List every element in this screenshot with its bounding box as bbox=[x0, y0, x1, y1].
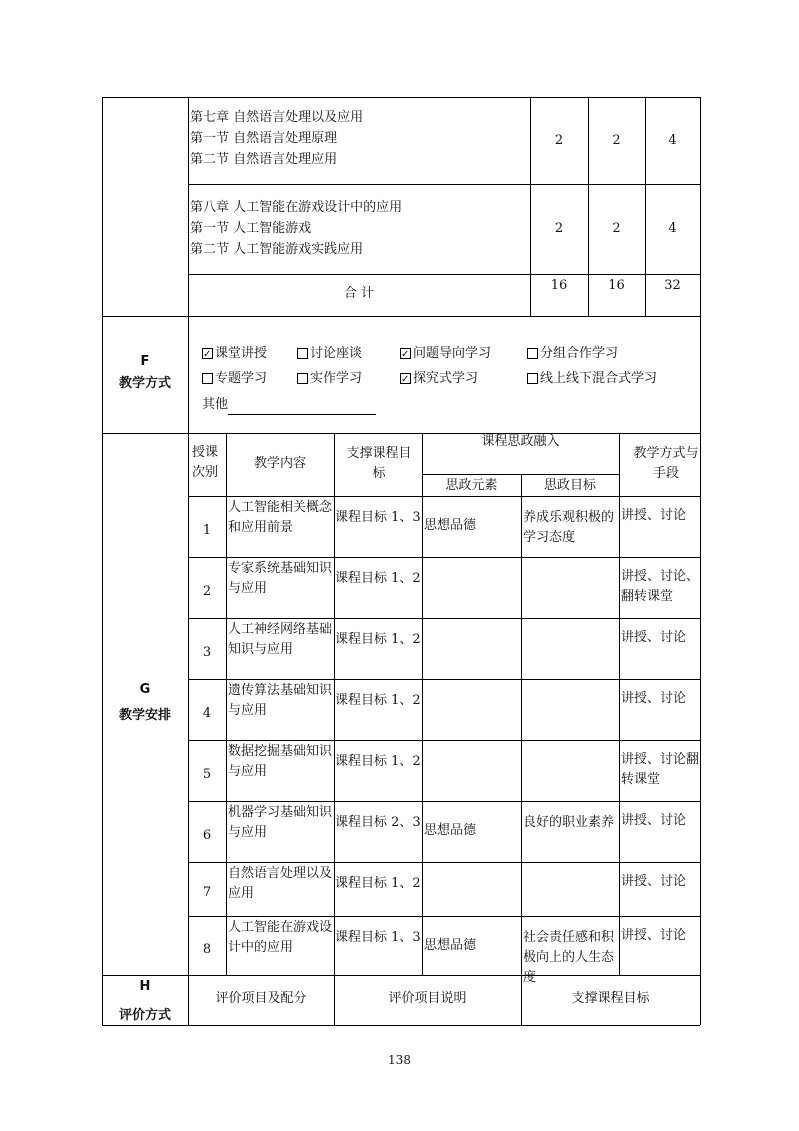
section-g-title: 教学安排 bbox=[118, 708, 171, 723]
header-session: 授课次别 bbox=[192, 445, 219, 480]
table-top-border bbox=[102, 97, 700, 98]
row-border bbox=[188, 862, 700, 863]
row-border bbox=[188, 496, 700, 497]
row-border bbox=[102, 316, 700, 317]
chapter-line: 第一节 人工智能游戏 bbox=[190, 221, 312, 236]
teaching-method-option[interactable] bbox=[400, 369, 478, 389]
hours-practice: 2 bbox=[612, 133, 621, 148]
session-goal: 课程目标 1、3 bbox=[335, 930, 421, 945]
session-number: 2 bbox=[202, 583, 212, 599]
row-border bbox=[102, 1025, 700, 1026]
header-ideo-goal: 思政目标 bbox=[543, 478, 596, 493]
total-lecture: 16 bbox=[550, 278, 568, 293]
checkbox-icon[interactable] bbox=[297, 348, 308, 359]
session-ideo-goal: 社会责任感和积极向上的人生态度 bbox=[523, 930, 615, 985]
option-label: 探究式学习 bbox=[413, 371, 479, 386]
section-f-title: 教学方式 bbox=[118, 376, 171, 391]
session-content: 专家系统基础知识与应用 bbox=[228, 561, 333, 596]
chapter-line: 第七章 自然语言处理以及应用 bbox=[190, 110, 364, 125]
total-practice: 16 bbox=[608, 278, 625, 293]
session-goal: 课程目标 1、2 bbox=[335, 876, 421, 891]
session-content: 数据挖掘基础知识与应用 bbox=[228, 744, 333, 779]
row-border bbox=[188, 801, 700, 802]
column-border bbox=[521, 474, 522, 975]
section-h-letter: H bbox=[139, 979, 151, 994]
column-border bbox=[422, 433, 423, 975]
chapter-line: 第二节 人工智能游戏实践应用 bbox=[190, 242, 364, 257]
teaching-method-option[interactable] bbox=[297, 369, 362, 389]
session-number: 4 bbox=[202, 705, 212, 721]
teaching-method-option[interactable] bbox=[527, 344, 618, 364]
session-content: 遗传算法基础知识与应用 bbox=[228, 683, 333, 718]
section-g-letter: G bbox=[139, 682, 151, 697]
session-number: 6 bbox=[202, 827, 212, 843]
session-number: 1 bbox=[202, 522, 212, 538]
teaching-method-option[interactable] bbox=[400, 344, 491, 364]
session-element: 思想品德 bbox=[424, 518, 477, 533]
session-method: 讲授、讨论、翻转课堂 bbox=[621, 569, 700, 604]
checkbox-icon[interactable] bbox=[527, 373, 538, 384]
row-border bbox=[188, 740, 700, 741]
chapter-line: 第一节 自然语言处理原理 bbox=[190, 131, 338, 146]
chapter-line: 第二节 自然语言处理应用 bbox=[190, 152, 338, 167]
hours-lecture: 2 bbox=[554, 133, 564, 148]
option-label: 分组合作学习 bbox=[540, 346, 619, 361]
checkbox-icon[interactable] bbox=[202, 348, 213, 359]
option-label: 课堂讲授 bbox=[215, 346, 268, 361]
session-method: 讲授、讨论翻转课堂 bbox=[621, 752, 700, 787]
session-content: 人工智能在游戏设计中的应用 bbox=[228, 920, 333, 955]
option-label: 专题学习 bbox=[215, 371, 268, 386]
chapter-line: 第八章 人工智能在游戏设计中的应用 bbox=[190, 200, 403, 215]
checkbox-icon[interactable] bbox=[400, 348, 411, 359]
column-border bbox=[188, 316, 189, 433]
section-h-title: 评价方式 bbox=[118, 1008, 171, 1023]
session-goal: 课程目标 1、2 bbox=[335, 571, 421, 586]
session-goal: 课程目标 1、2 bbox=[335, 632, 421, 647]
column-border bbox=[226, 433, 227, 975]
session-ideo-goal: 养成乐观积极的学习态度 bbox=[523, 510, 615, 545]
session-content: 自然语言处理以及应用 bbox=[228, 866, 333, 901]
session-goal: 课程目标 1、3 bbox=[335, 510, 421, 525]
row-border bbox=[188, 557, 700, 558]
hours-total: 4 bbox=[668, 133, 677, 148]
row-border bbox=[188, 274, 700, 275]
checkbox-icon[interactable] bbox=[297, 373, 308, 384]
header-ideo: 课程思政融入 bbox=[481, 434, 560, 449]
session-content: 人工神经网络基础知识与应用 bbox=[228, 622, 333, 657]
session-content: 机器学习基础知识与应用 bbox=[228, 805, 333, 840]
row-border bbox=[188, 916, 700, 917]
header-element: 思政元素 bbox=[445, 478, 498, 493]
session-method: 讲授、讨论 bbox=[621, 928, 687, 943]
option-label: 实作学习 bbox=[310, 371, 363, 386]
hours-lecture: 2 bbox=[554, 221, 564, 236]
row-border bbox=[188, 184, 700, 185]
session-content: 人工智能相关概念和应用前景 bbox=[228, 500, 333, 535]
table-left-border bbox=[102, 97, 103, 1025]
header-goal: 支撑课程目标 bbox=[346, 446, 412, 481]
header-content: 教学内容 bbox=[253, 456, 306, 471]
column-border bbox=[619, 433, 620, 975]
row-border bbox=[188, 679, 700, 680]
session-element: 思想品德 bbox=[424, 823, 477, 838]
eval-col-goals: 支撑课程目标 bbox=[571, 991, 650, 1006]
session-method: 讲授、讨论 bbox=[621, 630, 687, 645]
session-number: 8 bbox=[202, 941, 212, 957]
other-label: 其他 bbox=[202, 397, 229, 412]
session-method: 讲授、讨论 bbox=[621, 691, 687, 706]
other-method bbox=[202, 395, 376, 415]
session-goal: 课程目标 1、2 bbox=[335, 693, 421, 708]
session-number: 7 bbox=[202, 885, 212, 900]
option-label: 线上线下混合式学习 bbox=[540, 371, 658, 386]
teaching-method-option[interactable] bbox=[202, 344, 267, 364]
section-f-letter: F bbox=[140, 354, 150, 369]
session-element: 思想品德 bbox=[424, 938, 477, 953]
page-number: 138 bbox=[388, 1053, 411, 1067]
header-method: 教学方式与手段 bbox=[633, 446, 699, 481]
checkbox-icon[interactable] bbox=[202, 373, 213, 384]
eval-col-items: 评价项目及配分 bbox=[215, 991, 307, 1006]
hours-practice: 2 bbox=[612, 221, 621, 236]
session-goal: 课程目标 2、3 bbox=[335, 815, 421, 830]
teaching-method-option[interactable] bbox=[297, 344, 362, 364]
session-number: 5 bbox=[202, 766, 212, 782]
session-ideo-goal: 良好的职业素养 bbox=[523, 815, 615, 830]
eval-col-desc: 评价项目说明 bbox=[388, 991, 467, 1006]
session-goal: 课程目标 1、2 bbox=[335, 754, 421, 769]
row-border bbox=[422, 474, 619, 475]
hours-total: 4 bbox=[668, 221, 677, 236]
other-input-line[interactable] bbox=[228, 400, 376, 415]
row-border bbox=[188, 618, 700, 619]
session-method: 讲授、讨论 bbox=[621, 508, 687, 523]
total-label: 合 计 bbox=[343, 286, 375, 301]
teaching-method-option[interactable] bbox=[527, 369, 657, 389]
total-hours: 32 bbox=[664, 278, 681, 293]
option-label: 问题导向学习 bbox=[413, 346, 492, 361]
option-label: 讨论座谈 bbox=[310, 346, 363, 361]
checkbox-icon[interactable] bbox=[400, 373, 411, 384]
session-method: 讲授、讨论 bbox=[621, 874, 687, 889]
session-number: 3 bbox=[202, 644, 212, 660]
teaching-method-option[interactable] bbox=[202, 369, 267, 389]
session-method: 讲授、讨论 bbox=[621, 813, 687, 828]
checkbox-icon[interactable] bbox=[527, 348, 538, 359]
